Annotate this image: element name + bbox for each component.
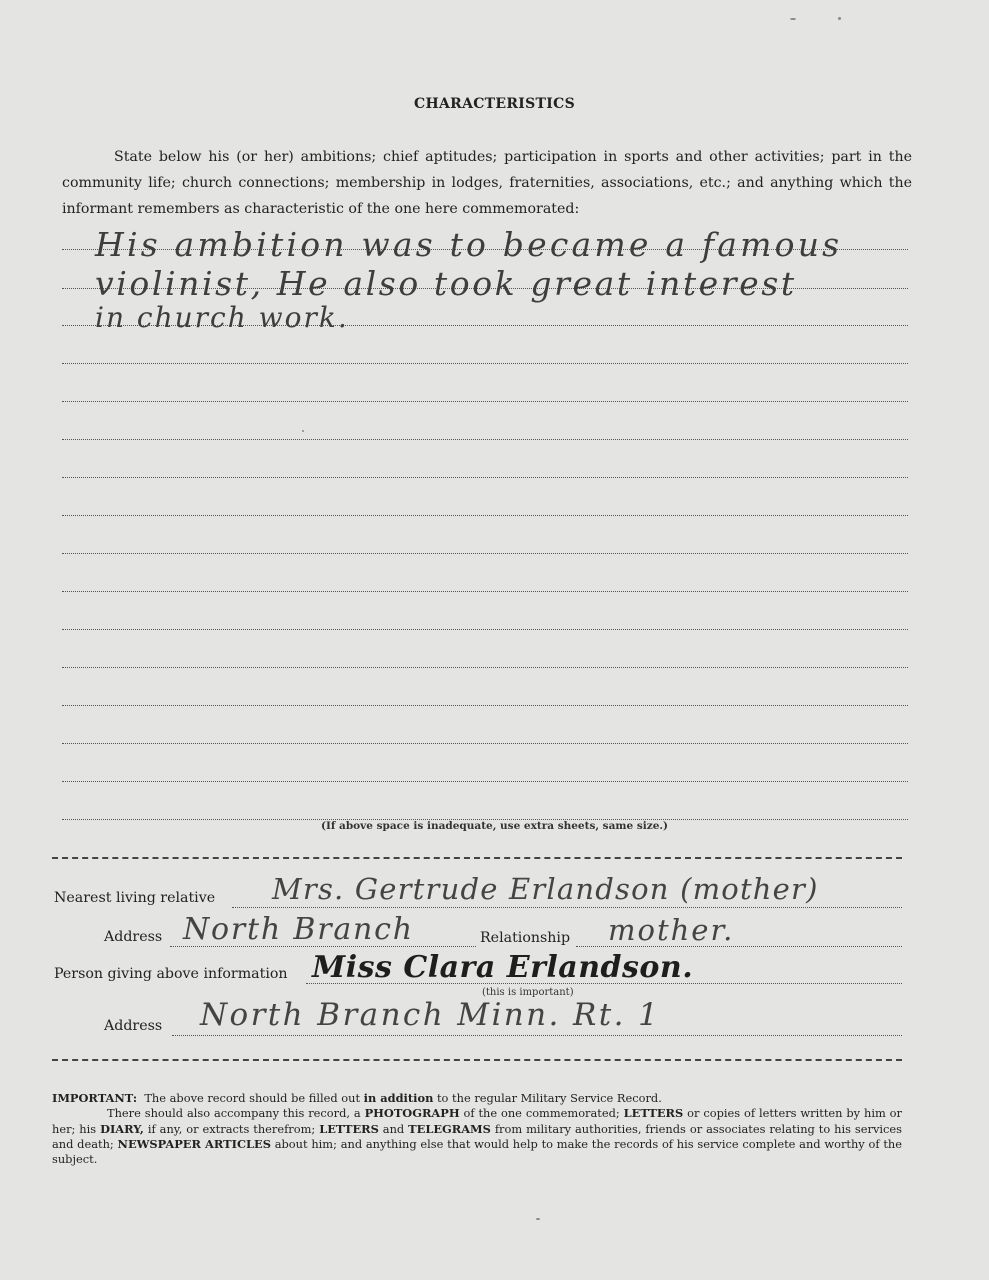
- writing-line: [62, 781, 908, 782]
- important-label: IMPORTANT:: [52, 1091, 138, 1105]
- writing-line: [62, 439, 908, 440]
- relationship-value: mother.: [608, 913, 735, 947]
- writing-line: [62, 401, 908, 402]
- space-note: (If above space is inadequate, use extra sheets, same size.): [320, 820, 669, 832]
- informant-address-line: [172, 1035, 902, 1036]
- writing-line: [62, 629, 908, 630]
- address-value: North Branch: [183, 912, 414, 947]
- writing-line: [62, 363, 908, 364]
- attachments-paragraph: There should also accompany this record, a PHOTOGRAPH of the one commemorated; LETTERS or copies of letters written by him or her; his DIARY, if any, or extracts therefrom; LETTERS and TELEGRAMS from military authorities, friends or associates relating to his services and death; NEWSPAPER ARTICLES about him; and anything else that would help to make the records of his service complete and worthy of the subject.: [52, 1106, 903, 1167]
- handwritten-line-1: His ambition was to became a famous: [95, 225, 843, 264]
- paper-speck: [536, 1218, 540, 1220]
- instructions-text: State below his (or her) ambitions; chief aptitudes; participation in sports and other activities; part in the community life; church connections; membership in lodges, fraternities, associations, etc.; and anything which the informant remembers as characteristic of the one here commemorated:: [62, 149, 912, 217]
- informant-note: (this is important): [482, 987, 574, 998]
- paper-speck: [790, 18, 796, 20]
- writing-line: [62, 705, 908, 706]
- section-divider: [52, 1059, 902, 1061]
- informant-label: Person giving above information: [54, 966, 288, 982]
- writing-line: [62, 515, 908, 516]
- informant-value: Miss Clara Erlandson.: [312, 950, 694, 985]
- handwritten-line-2: violinist, He also took great interest: [95, 264, 797, 303]
- section-divider: [52, 857, 902, 859]
- nearest-relative-line: [232, 907, 902, 908]
- writing-line: [62, 591, 908, 592]
- page-title: CHARACTERISTICS: [414, 96, 575, 112]
- writing-line: [62, 667, 908, 668]
- address-label: Address: [104, 929, 163, 945]
- instructions-paragraph: [62, 144, 912, 222]
- paper-speck: [302, 430, 304, 432]
- important-notice: [52, 1091, 902, 1167]
- handwritten-line-3: in church work.: [95, 301, 349, 334]
- paper-speck: [838, 17, 841, 20]
- relationship-label: Relationship: [480, 930, 571, 946]
- writing-line: [62, 553, 908, 554]
- important-paragraph: IMPORTANT: The above record should be filled out in addition to the regular Military Service Record.: [52, 1091, 662, 1105]
- informant-address-label: Address: [104, 1018, 163, 1034]
- writing-line: [62, 477, 908, 478]
- writing-line: [62, 743, 908, 744]
- informant-address-value: North Branch Minn. Rt. 1: [200, 997, 661, 1033]
- nearest-relative-value: Mrs. Gertrude Erlandson (mother): [272, 872, 819, 906]
- nearest-relative-label: Nearest living relative: [54, 890, 216, 906]
